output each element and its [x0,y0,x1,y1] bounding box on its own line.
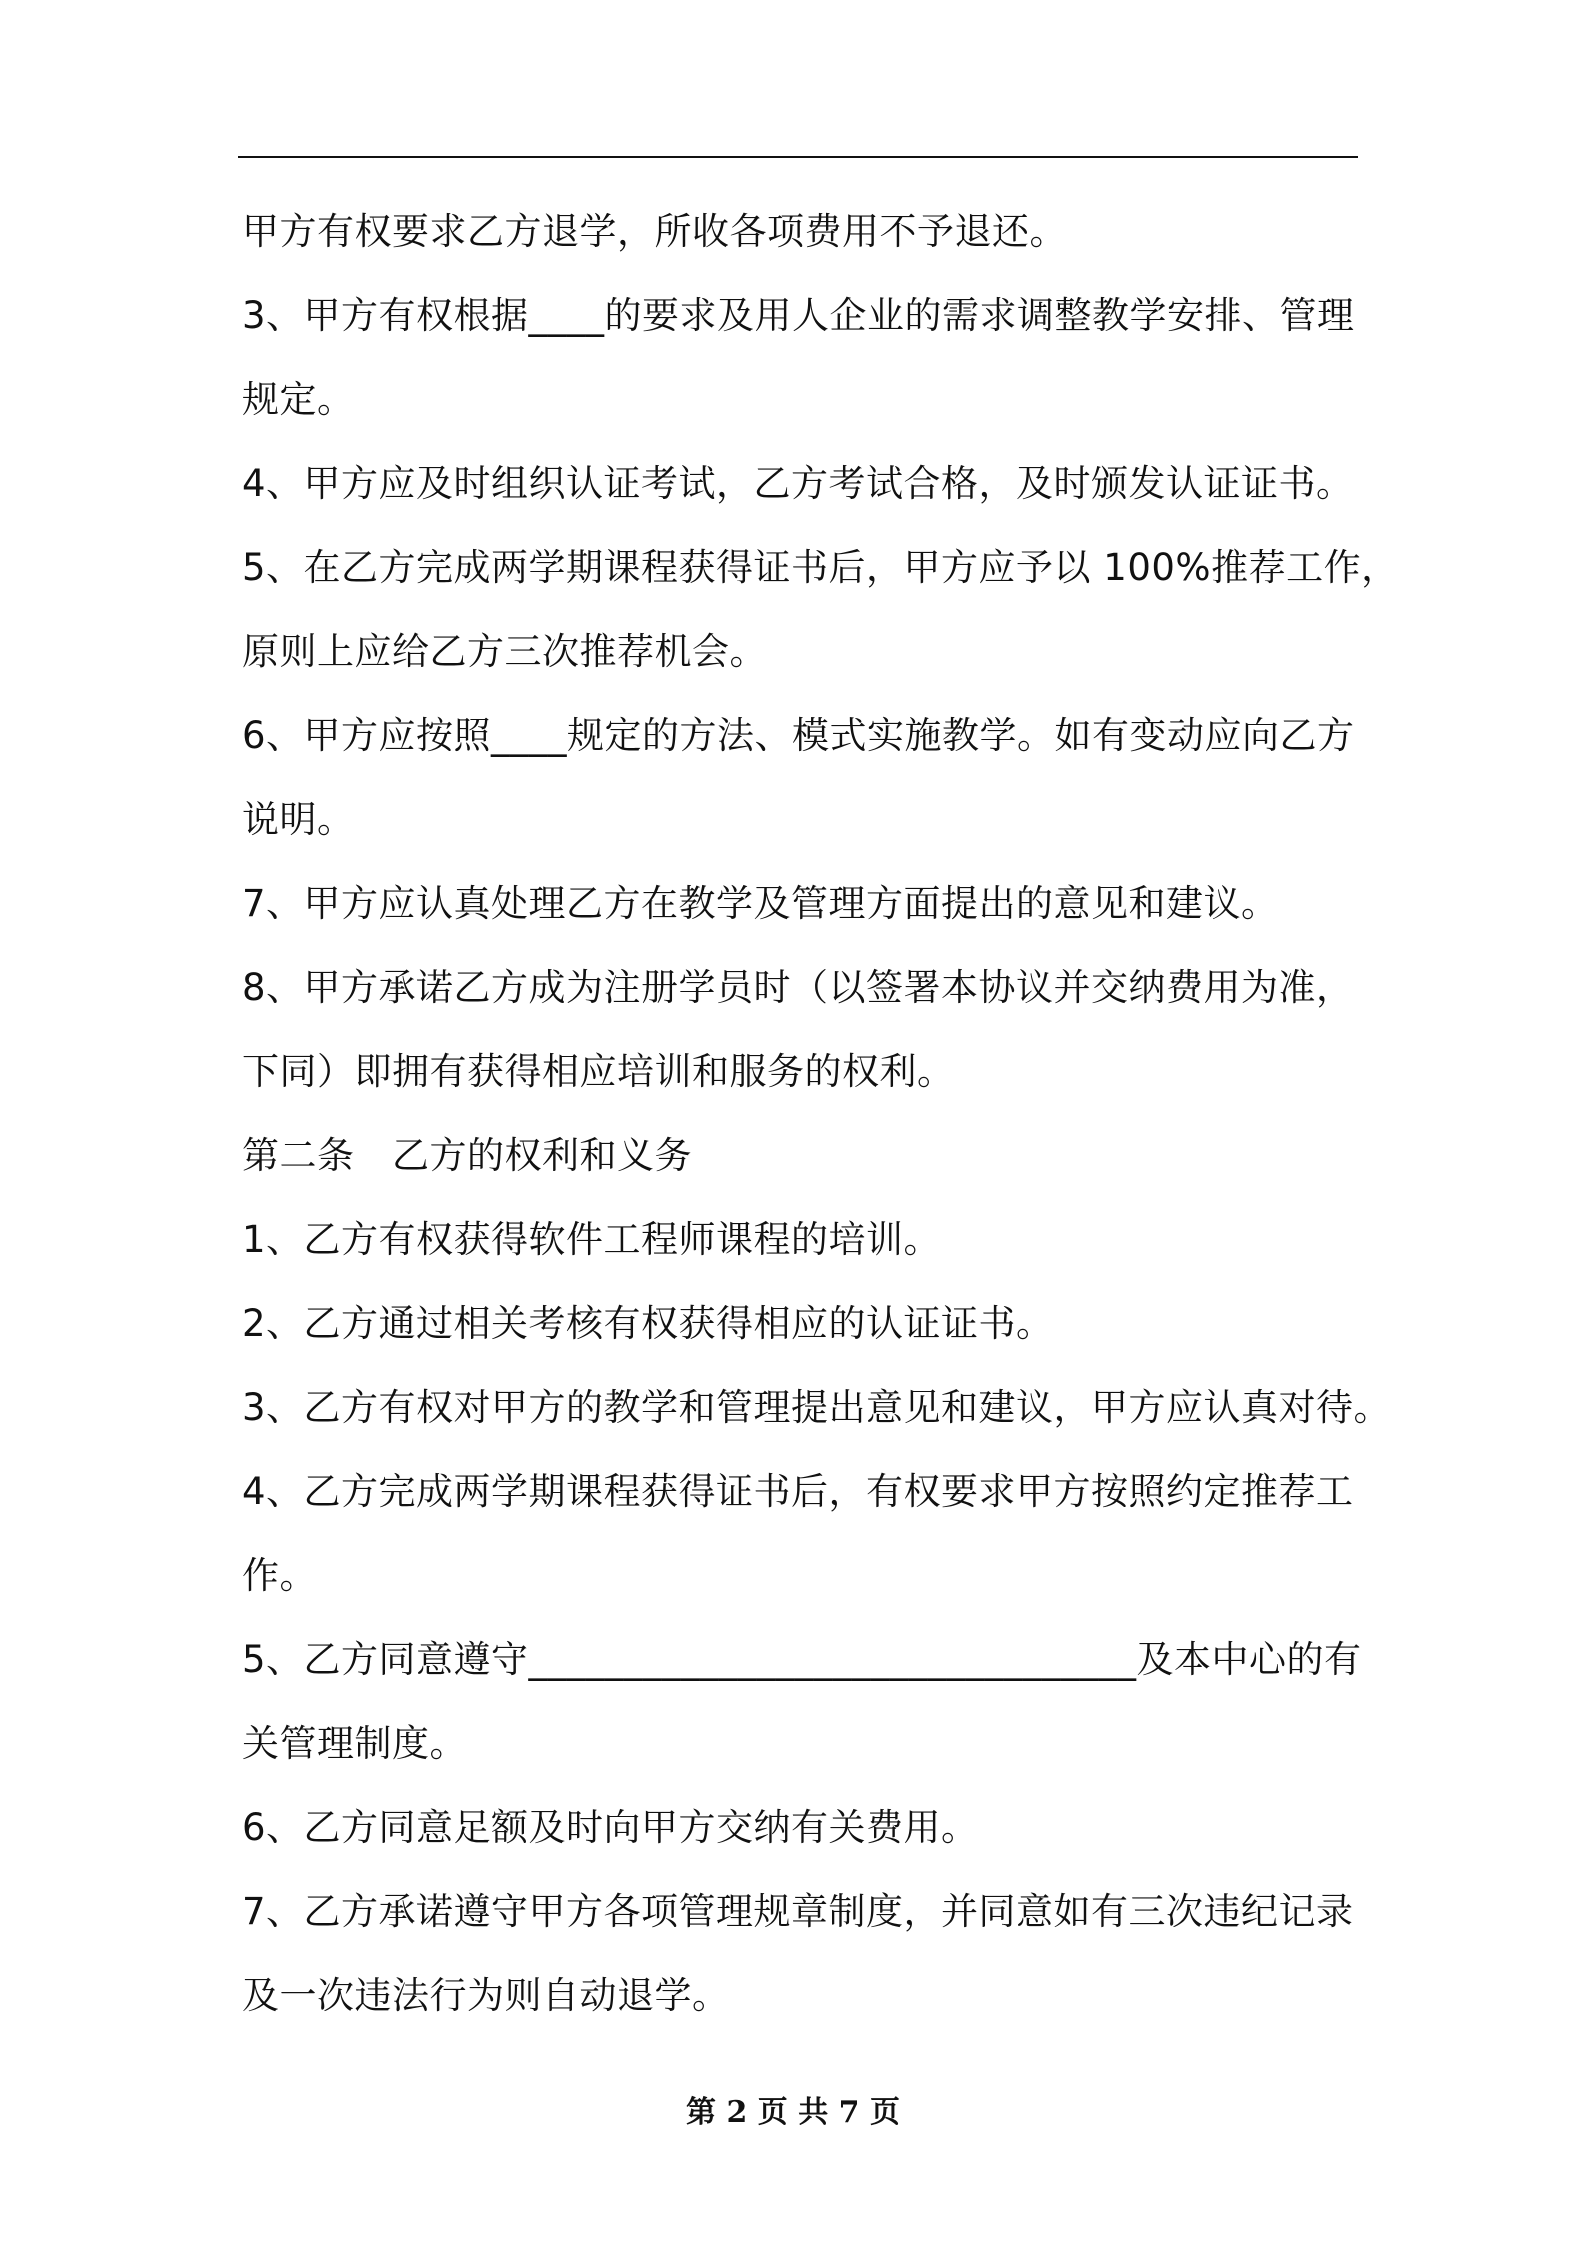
text-line: 5、乙方同意遵守________________________________及本中心的有 [242,1638,1362,1681]
text-line: 规定。 [242,378,355,421]
text-line: 7、乙方承诺遵守甲方各项管理规章制度，并同意如有三次违纪记录 [242,1890,1354,1933]
section-heading: 第二条 乙方的权利和义务 [242,1134,692,1177]
text-line: 甲方有权要求乙方退学，所收各项费用不予退还。 [242,210,1067,253]
text-line: 2、乙方通过相关考核有权获得相应的认证证书。 [242,1302,1054,1345]
text-line: 6、乙方同意足额及时向甲方交纳有关费用。 [242,1806,979,1849]
text-line: 3、乙方有权对甲方的教学和管理提出意见和建议，甲方应认真对待。 [242,1386,1392,1429]
text-line: 作。 [242,1554,317,1597]
text-line: 说明。 [242,798,355,841]
text-line: 3、甲方有权根据____的要求及用人企业的需求调整教学安排、管理 [242,294,1355,337]
text-line: 8、甲方承诺乙方成为注册学员时（以签署本协议并交纳费用为准， [242,966,1354,1009]
text-line: 7、甲方应认真处理乙方在教学及管理方面提出的意见和建议。 [242,882,1279,925]
text-line: 1、乙方有权获得软件工程师课程的培训。 [242,1218,942,1261]
text-line: 关管理制度。 [242,1722,467,1765]
text-line: 4、甲方应及时组织认证考试，乙方考试合格，及时颁发认证证书。 [242,462,1354,505]
text-line: 5、在乙方完成两学期课程获得证书后，甲方应予以 100%推荐工作， [242,546,1399,589]
document-body [242,190,1399,2038]
text-line: 下同）即拥有获得相应培训和服务的权利。 [242,1050,955,1093]
text-line: 及一次违法行为则自动退学。 [242,1974,730,2017]
text-line: 6、甲方应按照____规定的方法、模式实施教学。如有变动应向乙方 [242,714,1355,757]
header-rule [238,156,1358,158]
text-line: 4、乙方完成两学期课程获得证书后，有权要求甲方按照约定推荐工 [242,1470,1354,1513]
text-line: 原则上应给乙方三次推荐机会。 [242,630,767,673]
page-number: 第 2 页 共 7 页 [686,2095,900,2130]
